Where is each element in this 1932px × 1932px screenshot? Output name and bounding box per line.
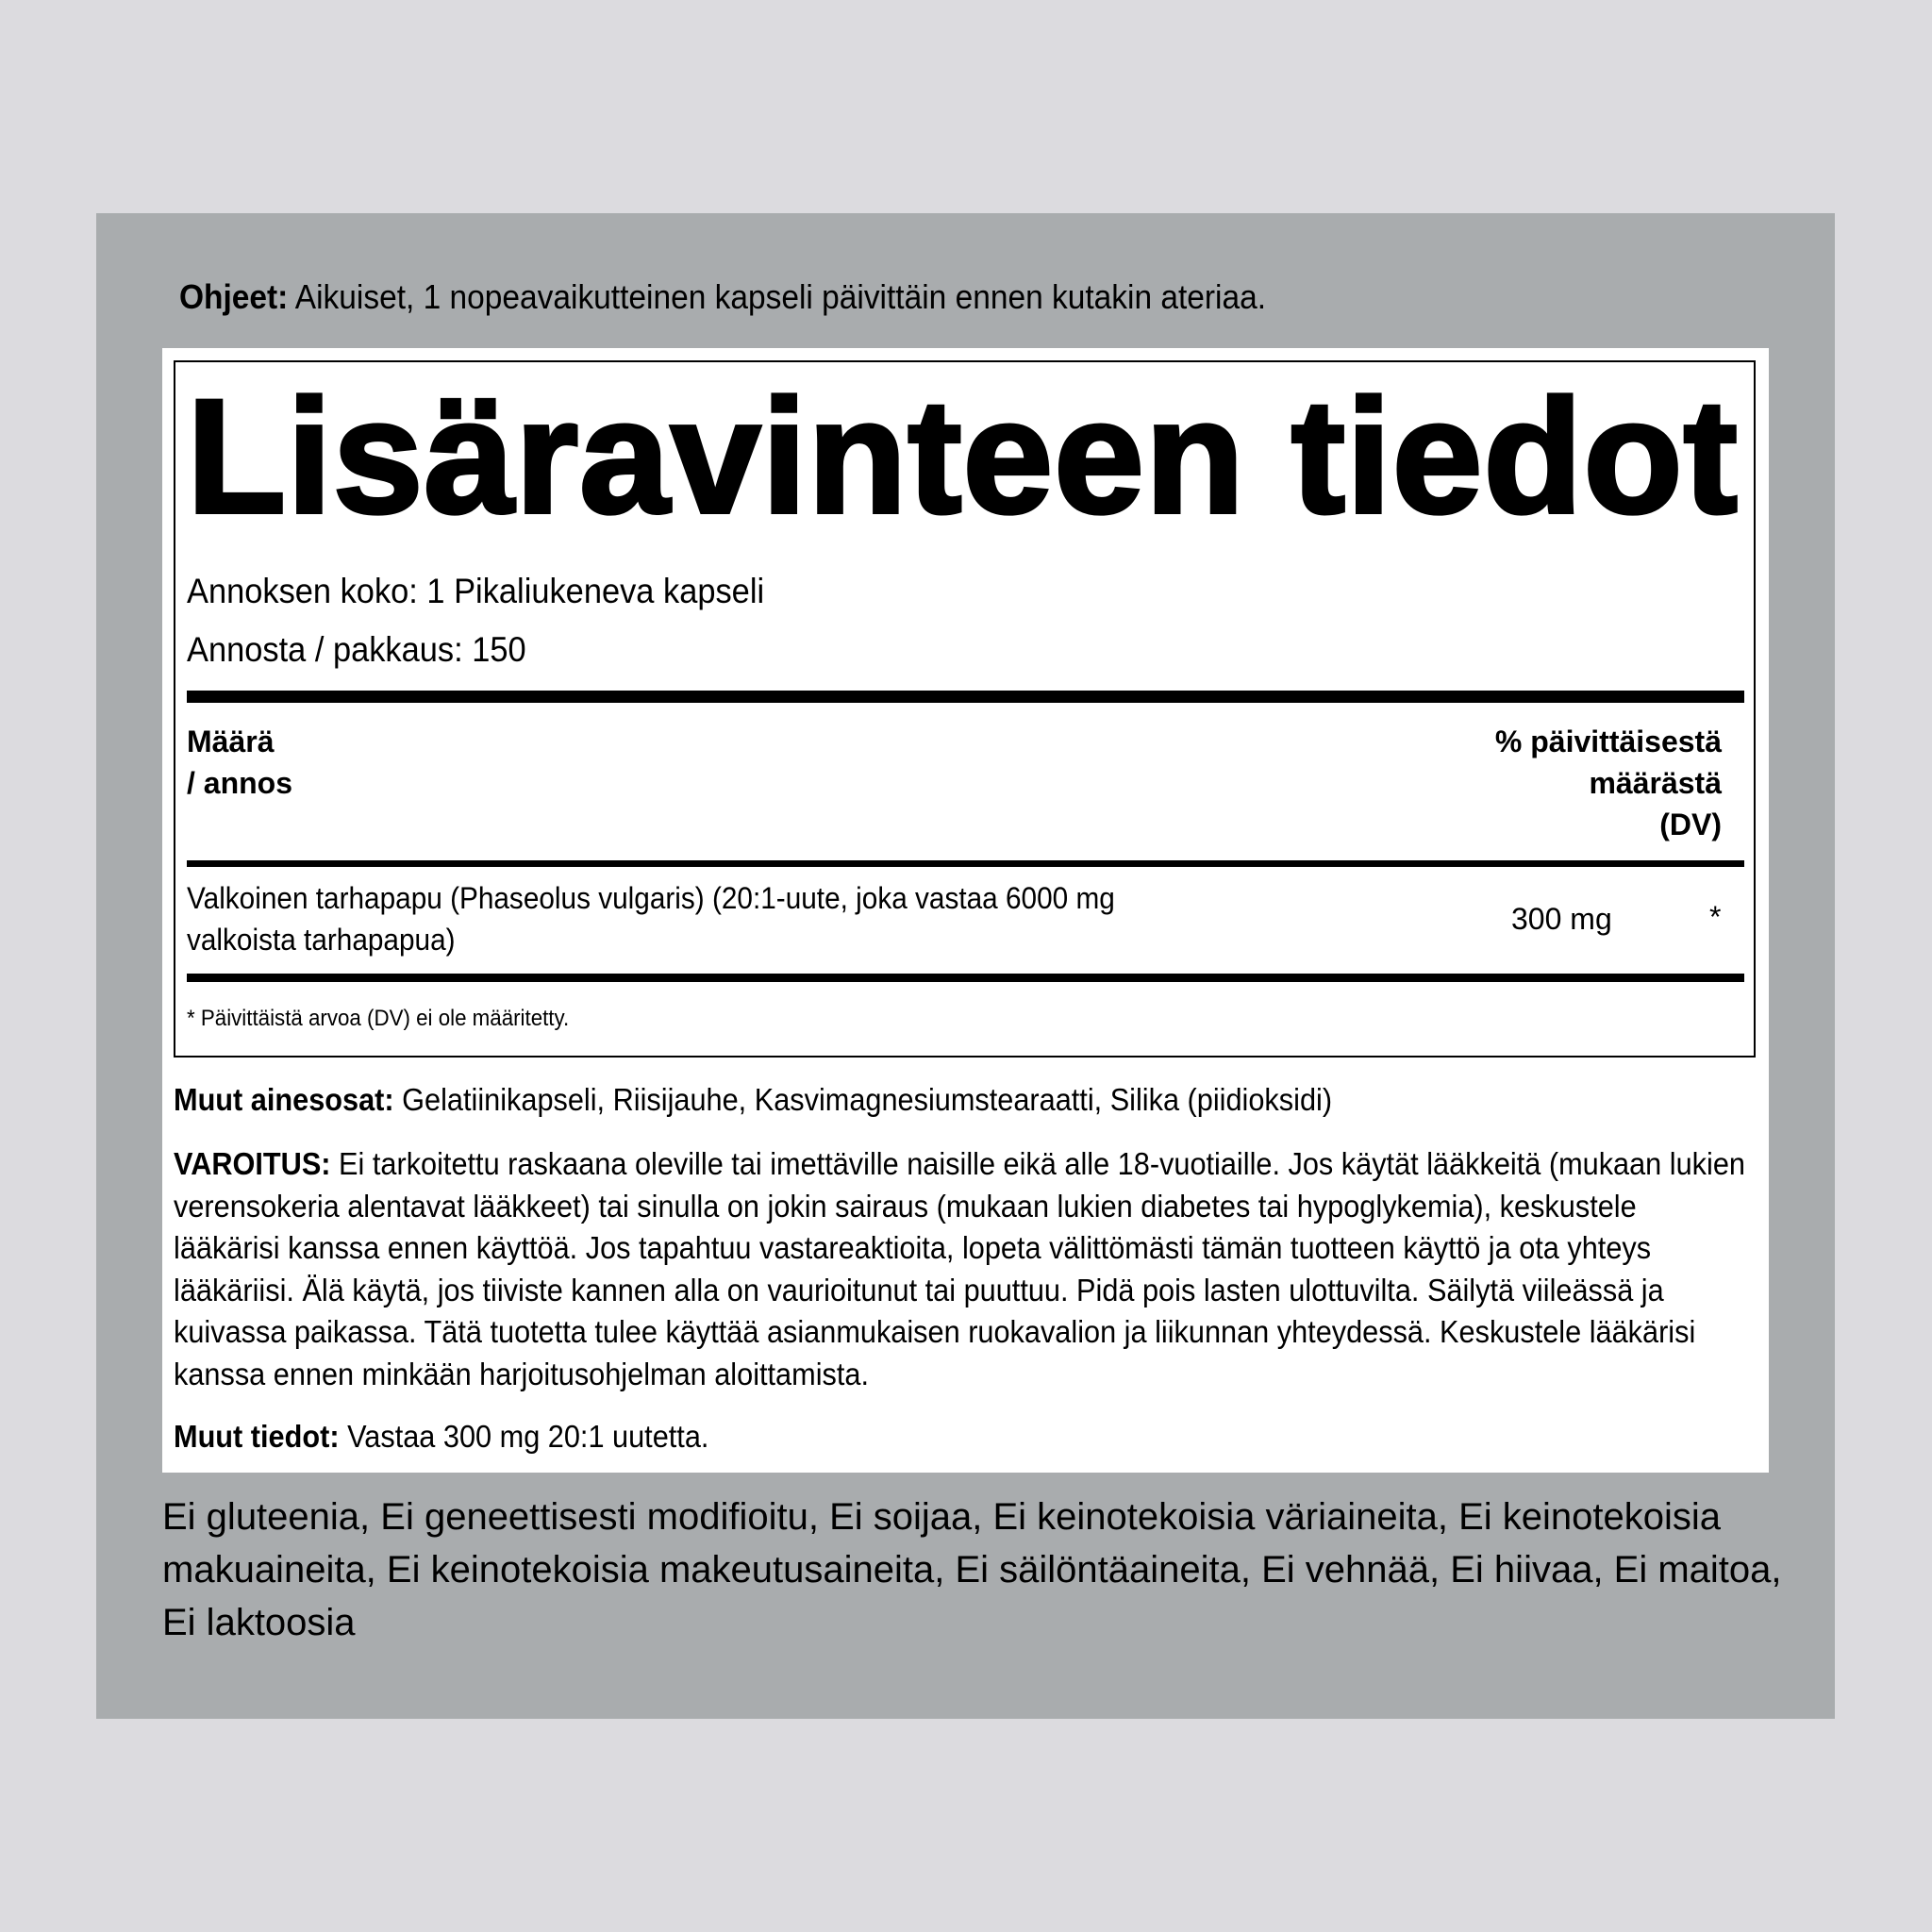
warning-label: VAROITUS:: [174, 1146, 331, 1181]
facts-title: Lisäravinteen tiedot: [187, 366, 1739, 547]
directions-label: Ohjeet:: [179, 277, 289, 316]
other-ingredients: [174, 1079, 1332, 1122]
other-info-text: Vastaa 300 mg 20:1 uutetta.: [347, 1419, 709, 1454]
other-info-label: Muut tiedot:: [174, 1419, 340, 1454]
warning-text: Ei tarkoitettu raskaana oleville tai imettäville naisille eikä alle 18-vuotiaille. Jos käytät lääkkeitä (mukaan lukien verensokeria alentavat lääkkeet) tai sinulla on jokin sairaus (mukaan lukien diabetes tai hypoglykemia), keskustele lääkärisi kanssa ennen käyttöä. Jos tapahtuu vastareaktioita, lopeta välittömästi tämän tuotteen käyttö ja ota yhteys lääkäriisi. Älä käytä, jos tiiviste kannen alla on vaurioitunut tai puuttuu. Pidä pois lasten ulottuvilta. Säilytä viileässä ja kuivassa paikassa. Tätä tuotetta tulee käyttää asianmukaisen ruokavalion ja liikunnan yhteydessä. Keskustele lääkärisi kanssa ennen minkään harjoitusohjelman aloittamista.: [174, 1146, 1745, 1391]
supplement-facts-box: [174, 360, 1756, 1058]
ingredient-amount: 300 mg: [1511, 902, 1612, 936]
other-ingredients-text: Gelatiinikapseli, Riisijauhe, Kasvimagnesiumstearaatti, Silika (piidioksidi): [402, 1082, 1333, 1117]
directions-text: Aikuiset, 1 nopeavaikutteinen kapseli päivittäin ennen kutakin ateriaa.: [294, 277, 1267, 316]
amount-per-serving-header: [187, 721, 292, 804]
directions: [179, 274, 1266, 321]
free-from-claims: Ei gluteenia, Ei geneettisesti modifioitu, Ei soijaa, Ei keinotekoisia väriaineita, Ei keinotekoisia makuaineita, Ei keinotekoisia makeutusaineita, Ei säilöntäaineita, Ei vehnää, Ei hiivaa, Ei maitoa, Ei laktoosia: [162, 1496, 1782, 1643]
thick-divider: [187, 974, 1744, 982]
dv-footnote: * Päivittäistä arvoa (DV) ei ole määritetty.: [187, 1006, 570, 1031]
ingredient-dv: *: [1709, 900, 1722, 934]
medium-divider: [187, 860, 1744, 867]
dv-header-line: määrästä: [1589, 766, 1722, 800]
thick-divider: [187, 691, 1744, 703]
other-ingredients-label: Muut ainesosat:: [174, 1082, 394, 1117]
daily-value-header: [1495, 721, 1722, 845]
warning: [174, 1143, 1748, 1395]
other-info: [174, 1416, 708, 1458]
dv-header-line: % päivittäisestä: [1494, 724, 1722, 758]
serving-size: Annoksen koko: 1 Pikaliukeneva kapseli: [187, 572, 765, 610]
ingredient-name: Valkoinen tarhapapu (Phaseolus vulgaris) (20:1-uute, joka vastaa 6000 mg valkoista tarhapapua): [187, 881, 1115, 957]
amount-header-line: / annos: [187, 766, 293, 800]
servings-per-container: Annosta / pakkaus: 150: [187, 630, 526, 669]
amount-header-line: Määrä: [187, 724, 275, 758]
dv-header-line: (DV): [1659, 808, 1722, 841]
